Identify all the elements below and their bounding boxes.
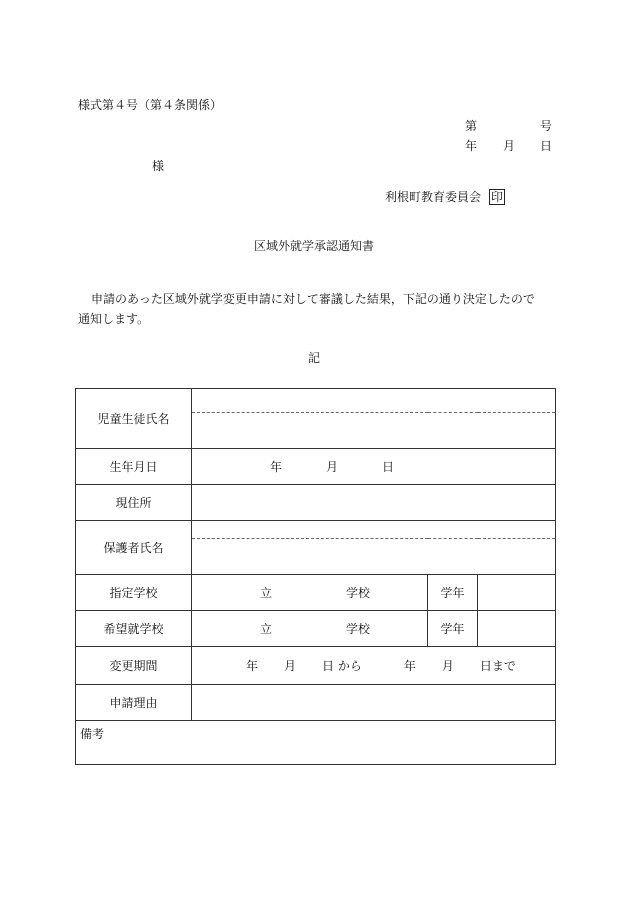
period-from-text: 日 から bbox=[322, 659, 362, 673]
student-name-furigana-cell[interactable] bbox=[192, 389, 556, 413]
body-line-1: 申請のあった区域外就学変更申請に対して審議した結果，下記の通り決定したので bbox=[91, 292, 535, 306]
period-until-text: 日まで bbox=[479, 659, 516, 673]
grade-label: 学年 bbox=[428, 575, 478, 611]
period-month-unit: 月 bbox=[284, 659, 297, 673]
designated-school-cell[interactable] bbox=[192, 575, 428, 611]
birth-day-unit: 日 bbox=[382, 460, 395, 474]
desired-grade-cell[interactable] bbox=[478, 611, 556, 647]
ki-heading: 記 bbox=[308, 351, 321, 365]
seal-mark: 印 bbox=[491, 190, 504, 204]
body-line-2: 通知します。 bbox=[78, 312, 150, 326]
student-name-label: 児童生徒氏名 bbox=[76, 389, 192, 449]
document-number-prefix: 第 bbox=[465, 119, 478, 133]
date-year: 年 bbox=[465, 139, 478, 153]
student-name-cell[interactable] bbox=[192, 413, 556, 449]
address-cell[interactable] bbox=[192, 485, 556, 521]
addressee-suffix: 様 bbox=[152, 159, 165, 173]
issuer-line bbox=[385, 189, 505, 205]
school-text: 学校 bbox=[346, 586, 371, 600]
guardian-furigana-cell[interactable] bbox=[192, 521, 556, 539]
school-text: 学校 bbox=[346, 622, 371, 636]
period-year-unit-2: 年 bbox=[403, 659, 416, 673]
reason-label: 申請理由 bbox=[76, 685, 192, 721]
ritsu-text: 立 bbox=[260, 586, 273, 600]
date-day: 日 bbox=[540, 139, 553, 153]
address-label: 現住所 bbox=[76, 485, 192, 521]
period-cell[interactable] bbox=[192, 647, 556, 685]
birth-month-unit: 月 bbox=[326, 460, 339, 474]
issuer-name: 利根町教育委員会 bbox=[385, 190, 482, 204]
reason-cell[interactable] bbox=[192, 685, 556, 721]
form-number: 様式第４号（第４条関係） bbox=[78, 98, 223, 112]
period-year-unit: 年 bbox=[246, 659, 259, 673]
document-number-suffix: 号 bbox=[540, 119, 553, 133]
remarks-cell[interactable] bbox=[76, 721, 556, 765]
guardian-label: 保護者氏名 bbox=[76, 521, 192, 575]
birthdate-cell[interactable] bbox=[192, 449, 556, 485]
date-month: 月 bbox=[503, 139, 516, 153]
designated-school-label: 指定学校 bbox=[76, 575, 192, 611]
desired-school-cell[interactable] bbox=[192, 611, 428, 647]
document-title: 区域外就学承認通知書 bbox=[254, 239, 375, 253]
remarks-label: 備考 bbox=[80, 727, 105, 741]
form-table bbox=[75, 388, 556, 765]
birth-year-unit: 年 bbox=[270, 460, 283, 474]
period-month-unit-2: 月 bbox=[441, 659, 454, 673]
grade-label: 学年 bbox=[428, 611, 478, 647]
designated-grade-cell[interactable] bbox=[478, 575, 556, 611]
desired-school-label: 希望就学校 bbox=[76, 611, 192, 647]
period-label: 変更期間 bbox=[76, 647, 192, 685]
ritsu-text: 立 bbox=[260, 622, 273, 636]
guardian-name-cell[interactable] bbox=[192, 539, 556, 575]
birthdate-label: 生年月日 bbox=[76, 449, 192, 485]
